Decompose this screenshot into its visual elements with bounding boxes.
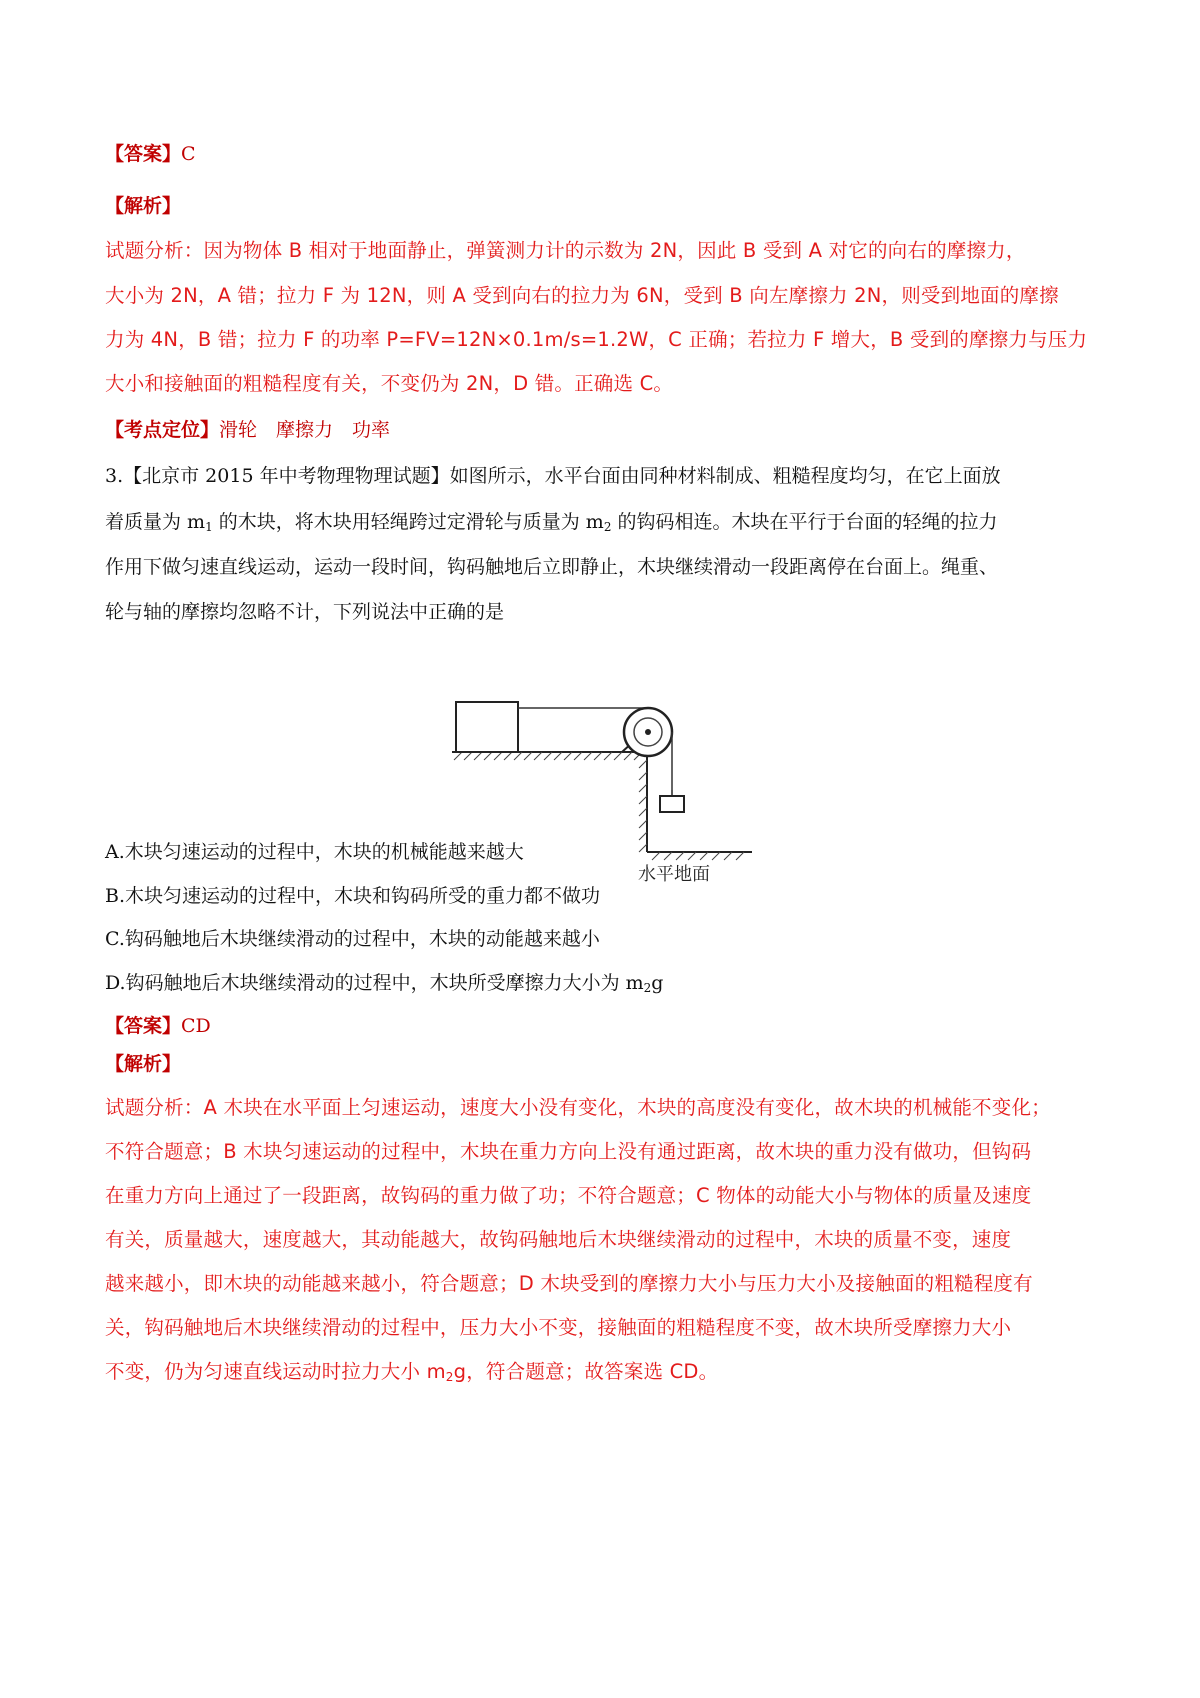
answer-line-1 [105, 140, 1105, 168]
stem-text: 的钩码相连。木块在平行于台面的轻绳的拉力 [611, 511, 998, 533]
hook-weight [660, 796, 684, 812]
answer-value: C [181, 143, 196, 165]
kaodian-value: 滑轮 摩擦力 功率 [219, 419, 391, 441]
analysis-line: 大小为 2N，A 错；拉力 F 为 12N，则 A 受到向右的拉力为 6N，受到 B 向左摩擦力 2N，则受到地面的摩擦 [105, 284, 1059, 307]
table-hatching [454, 752, 642, 760]
subscript: 2 [445, 1370, 454, 1384]
answer-line-2 [105, 1012, 1105, 1040]
analysis-line: 不符合题意；B 木块匀速运动的过程中，木块在重力方向上没有通过距离，故木块的重力没有做功，但钩码 [105, 1140, 1032, 1163]
answer-label: 【答案】 [105, 143, 182, 165]
option-d-text: D.钩码触地后木块继续滑动的过程中，木块所受摩擦力大小为 m [105, 972, 644, 994]
analysis-heading-2 [105, 1050, 1105, 1078]
analysis-line: 关，钩码触地后木块继续滑动的过程中，压力大小不变，接触面的粗糙程度不变，故木块所受摩擦力大小 [105, 1316, 1012, 1339]
analysis-text: 不变，仍为匀速直线运动时拉力大小 m [105, 1360, 446, 1383]
figure-caption: 水平地面 [638, 864, 710, 885]
question-number: 3. [105, 465, 124, 487]
analysis-last-line [105, 1358, 1105, 1391]
analysis-line: 试题分析：因为物体 B 相对于地面静止，弹簧测力计的示数为 2N，因此 B 受到 A 对它的向右的摩擦力， [105, 239, 1026, 262]
analysis-label: 【解析】 [105, 195, 182, 217]
option-b: B.木块匀速运动的过程中，木块和钩码所受的重力都不做功 [105, 885, 601, 907]
answer-value: CD [181, 1015, 211, 1037]
kaodian-line [105, 416, 1105, 444]
question-source: 【北京市 2015 年中考物理物理试题】 [123, 465, 450, 487]
kaodian-label: 【考点定位】 [105, 419, 220, 441]
question-stem-line-2 [105, 508, 1105, 541]
analysis-text: g，符合题意；故答案选 CD。 [453, 1360, 719, 1383]
answer-label: 【答案】 [105, 1015, 182, 1037]
option-a: A.木块匀速运动的过程中，木块的机械能越来越大 [105, 841, 524, 863]
analysis-line: 在重力方向上通过了一段距离，故钩码的重力做了功；不符合题意；C 物体的动能大小与物体的质量及速度 [105, 1184, 1032, 1207]
analysis-line: 大小和接触面的粗糙程度有关，不变仍为 2N，D 错。正确选 C。 [105, 372, 674, 395]
stem-text: 着质量为 m [105, 511, 206, 533]
option-c: C.钩码触地后木块继续滑动的过程中，木块的动能越来越小 [105, 928, 600, 950]
question-stem-line-3: 作用下做匀速直线运动，运动一段时间，钩码触地后立即静止，木块继续滑动一段距离停在台面上。绳重、 [105, 556, 999, 578]
analysis-line: 力为 4N，B 错；拉力 F 的功率 P=FV=12N×0.1m/s=1.2W，C 正确；若拉力 F 增大，B 受到的摩擦力与压力 [105, 328, 1088, 351]
analysis-line: 越来越小，即木块的动能越来越小，符合题意；D 木块受到的摩擦力大小与压力大小及接触面的粗糙程度有 [105, 1272, 1033, 1295]
subscript: 2 [603, 520, 612, 534]
analysis-line: 试题分析：A 木块在水平面上匀速运动，速度大小没有变化，木块的高度没有变化，故木块的机械能不变化； [105, 1096, 1051, 1119]
stem-text: 的木块，将木块用轻绳跨过定滑轮与质量为 m [212, 511, 604, 533]
analysis-heading-1 [105, 192, 1105, 220]
analysis-label: 【解析】 [105, 1053, 182, 1075]
question-stem-text: 如图所示，水平台面由同种材料制成、粗糙程度均匀，在它上面放 [449, 465, 1001, 487]
question-stem-line-1 [105, 462, 1105, 490]
subscript: 1 [205, 520, 213, 534]
pulley-axle [645, 729, 651, 735]
subscript: 2 [643, 981, 652, 995]
question-stem-line-4: 轮与轴的摩擦均忽略不计，下列说法中正确的是 [105, 601, 505, 623]
analysis-line: 有关，质量越大，速度越大，其动能越大，故钩码触地后木块继续滑动的过程中，木块的质量不变，速度 [105, 1228, 1012, 1251]
option-d-text: g [651, 972, 664, 994]
wooden-block [456, 702, 518, 752]
option-d [105, 969, 1105, 1002]
